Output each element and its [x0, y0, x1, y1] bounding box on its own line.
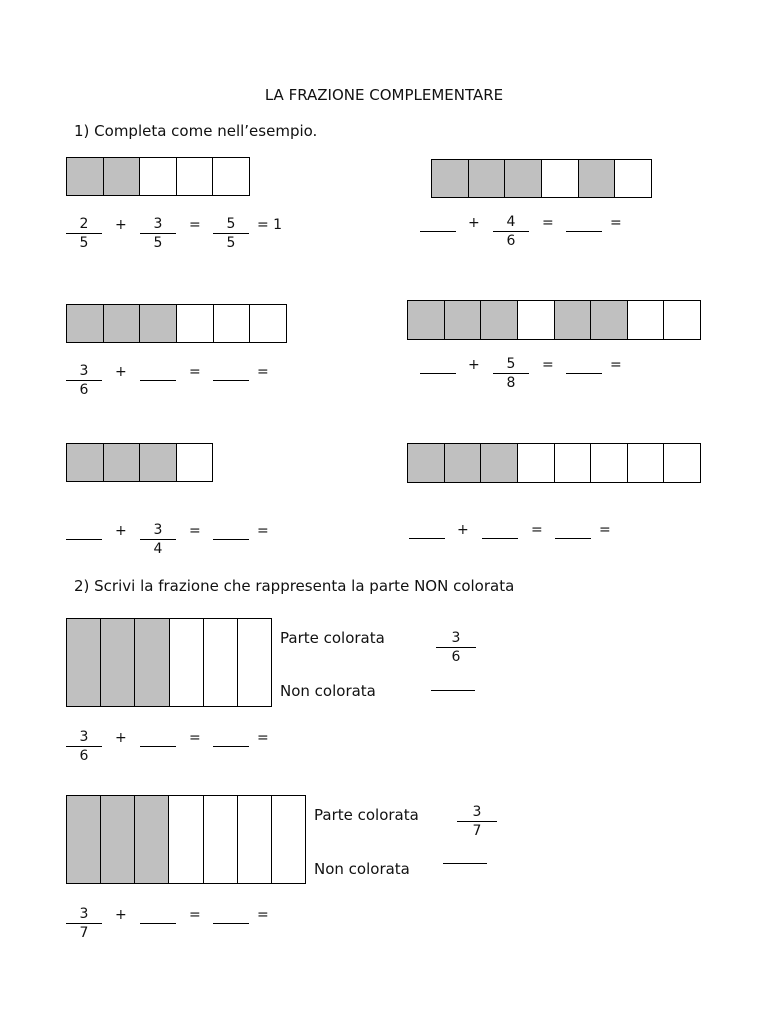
shaded-cell — [67, 158, 104, 195]
fraction-bar-ex2 — [431, 159, 652, 198]
shaded-cell — [104, 305, 141, 342]
plus-sign: + — [457, 522, 469, 538]
shaded-cell — [408, 444, 445, 482]
colored-part-label: Parte colorata — [314, 806, 419, 824]
fraction-example-sum: 5 5 — [213, 216, 249, 251]
shaded-cell — [135, 796, 169, 883]
empty-cell — [591, 444, 628, 482]
fraction-bar-ex5 — [66, 443, 213, 482]
answer-blank[interactable] — [566, 373, 602, 374]
empty-cell — [177, 158, 214, 195]
equals-sign: = — [542, 357, 554, 373]
equals-sign: = — [610, 357, 622, 373]
fraction-s2-ex1-given: 3 6 — [66, 729, 102, 764]
colored-part-label: Parte colorata — [280, 629, 385, 647]
equals-sign: = — [189, 364, 201, 380]
fraction-ex4-given: 5 8 — [493, 356, 529, 391]
non-colored-label: Non colorata — [280, 682, 376, 700]
empty-cell — [204, 796, 238, 883]
shaded-cell — [469, 160, 506, 197]
plus-sign: + — [115, 523, 127, 539]
empty-cell — [238, 619, 271, 706]
empty-cell — [169, 796, 203, 883]
shaded-cell — [140, 305, 177, 342]
empty-cell — [250, 305, 286, 342]
shaded-cell — [67, 444, 104, 481]
empty-cell — [555, 444, 592, 482]
shaded-cell — [67, 619, 101, 706]
shaded-cell — [135, 619, 169, 706]
empty-cell — [204, 619, 238, 706]
plus-sign: + — [115, 907, 127, 923]
shaded-cell — [104, 444, 141, 481]
fraction-ex5-given: 3 4 — [140, 522, 176, 557]
empty-cell — [664, 301, 700, 339]
fraction-ex3-given: 3 6 — [66, 363, 102, 398]
answer-blank[interactable] — [140, 746, 176, 747]
empty-cell — [238, 796, 272, 883]
answer-blank[interactable] — [213, 923, 249, 924]
fraction-bar-s2-ex1 — [66, 618, 272, 707]
section-1-heading: 1) Completa come nell’esempio. — [74, 122, 318, 140]
equals-sign: = — [257, 907, 269, 923]
fraction-colored-part: 3 7 — [457, 804, 497, 839]
plus-sign: + — [115, 217, 127, 233]
fraction-ex2-given: 4 6 — [493, 214, 529, 249]
example-result: = 1 — [257, 217, 283, 233]
answer-blank[interactable] — [140, 923, 176, 924]
answer-blank[interactable] — [566, 231, 602, 232]
equals-sign: = — [257, 730, 269, 746]
equals-sign: = — [257, 364, 269, 380]
answer-blank[interactable] — [409, 538, 445, 539]
page-title: LA FRAZIONE COMPLEMENTARE — [264, 86, 504, 104]
fraction-example-second: 3 5 — [140, 216, 176, 251]
empty-cell — [213, 158, 249, 195]
answer-blank[interactable] — [140, 380, 176, 381]
empty-cell — [615, 160, 651, 197]
equals-sign: = — [189, 217, 201, 233]
fraction-bar-ex3 — [66, 304, 287, 343]
empty-cell — [214, 305, 251, 342]
shaded-cell — [67, 305, 104, 342]
shaded-cell — [104, 158, 141, 195]
equals-sign: = — [599, 522, 611, 538]
empty-cell — [664, 444, 700, 482]
answer-blank[interactable] — [482, 538, 518, 539]
fraction-s2-ex2-given: 3 7 — [66, 906, 102, 941]
shaded-cell — [432, 160, 469, 197]
shaded-cell — [67, 796, 101, 883]
empty-cell — [177, 444, 213, 481]
equals-sign: = — [531, 522, 543, 538]
shaded-cell — [101, 619, 135, 706]
empty-cell — [170, 619, 204, 706]
empty-cell — [518, 444, 555, 482]
fraction-example-first: 2 5 — [66, 216, 102, 251]
empty-cell — [628, 444, 665, 482]
shaded-cell — [445, 444, 482, 482]
shaded-cell — [408, 301, 445, 339]
section-2-heading: 2) Scrivi la frazione che rappresenta la parte NON colorata — [74, 577, 515, 595]
equals-sign: = — [542, 215, 554, 231]
shaded-cell — [579, 160, 616, 197]
answer-blank[interactable] — [420, 373, 456, 374]
shaded-cell — [445, 301, 482, 339]
plus-sign: + — [115, 364, 127, 380]
plus-sign: + — [115, 730, 127, 746]
shaded-cell — [481, 301, 518, 339]
answer-blank[interactable] — [66, 539, 102, 540]
answer-blank[interactable] — [213, 380, 249, 381]
empty-cell — [542, 160, 579, 197]
shaded-cell — [481, 444, 518, 482]
fraction-colored-part: 3 6 — [436, 630, 476, 665]
shaded-cell — [591, 301, 628, 339]
empty-cell — [518, 301, 555, 339]
empty-cell — [177, 305, 214, 342]
fraction-bar-ex6 — [407, 443, 701, 483]
empty-cell — [272, 796, 305, 883]
equals-sign: = — [257, 523, 269, 539]
shaded-cell — [140, 444, 177, 481]
equals-sign: = — [610, 215, 622, 231]
answer-blank[interactable] — [431, 690, 475, 691]
answer-blank[interactable] — [555, 538, 591, 539]
answer-blank[interactable] — [443, 863, 487, 864]
empty-cell — [628, 301, 665, 339]
shaded-cell — [101, 796, 135, 883]
equals-sign: = — [189, 730, 201, 746]
shaded-cell — [505, 160, 542, 197]
answer-blank[interactable] — [420, 231, 456, 232]
answer-blank[interactable] — [213, 746, 249, 747]
shaded-cell — [555, 301, 592, 339]
answer-blank[interactable] — [213, 539, 249, 540]
non-colored-label: Non colorata — [314, 860, 410, 878]
plus-sign: + — [468, 215, 480, 231]
equals-sign: = — [189, 523, 201, 539]
fraction-bar-s2-ex2 — [66, 795, 306, 884]
equals-sign: = — [189, 907, 201, 923]
fraction-bar-example — [66, 157, 250, 196]
plus-sign: + — [468, 357, 480, 373]
empty-cell — [140, 158, 177, 195]
fraction-bar-ex4 — [407, 300, 701, 340]
